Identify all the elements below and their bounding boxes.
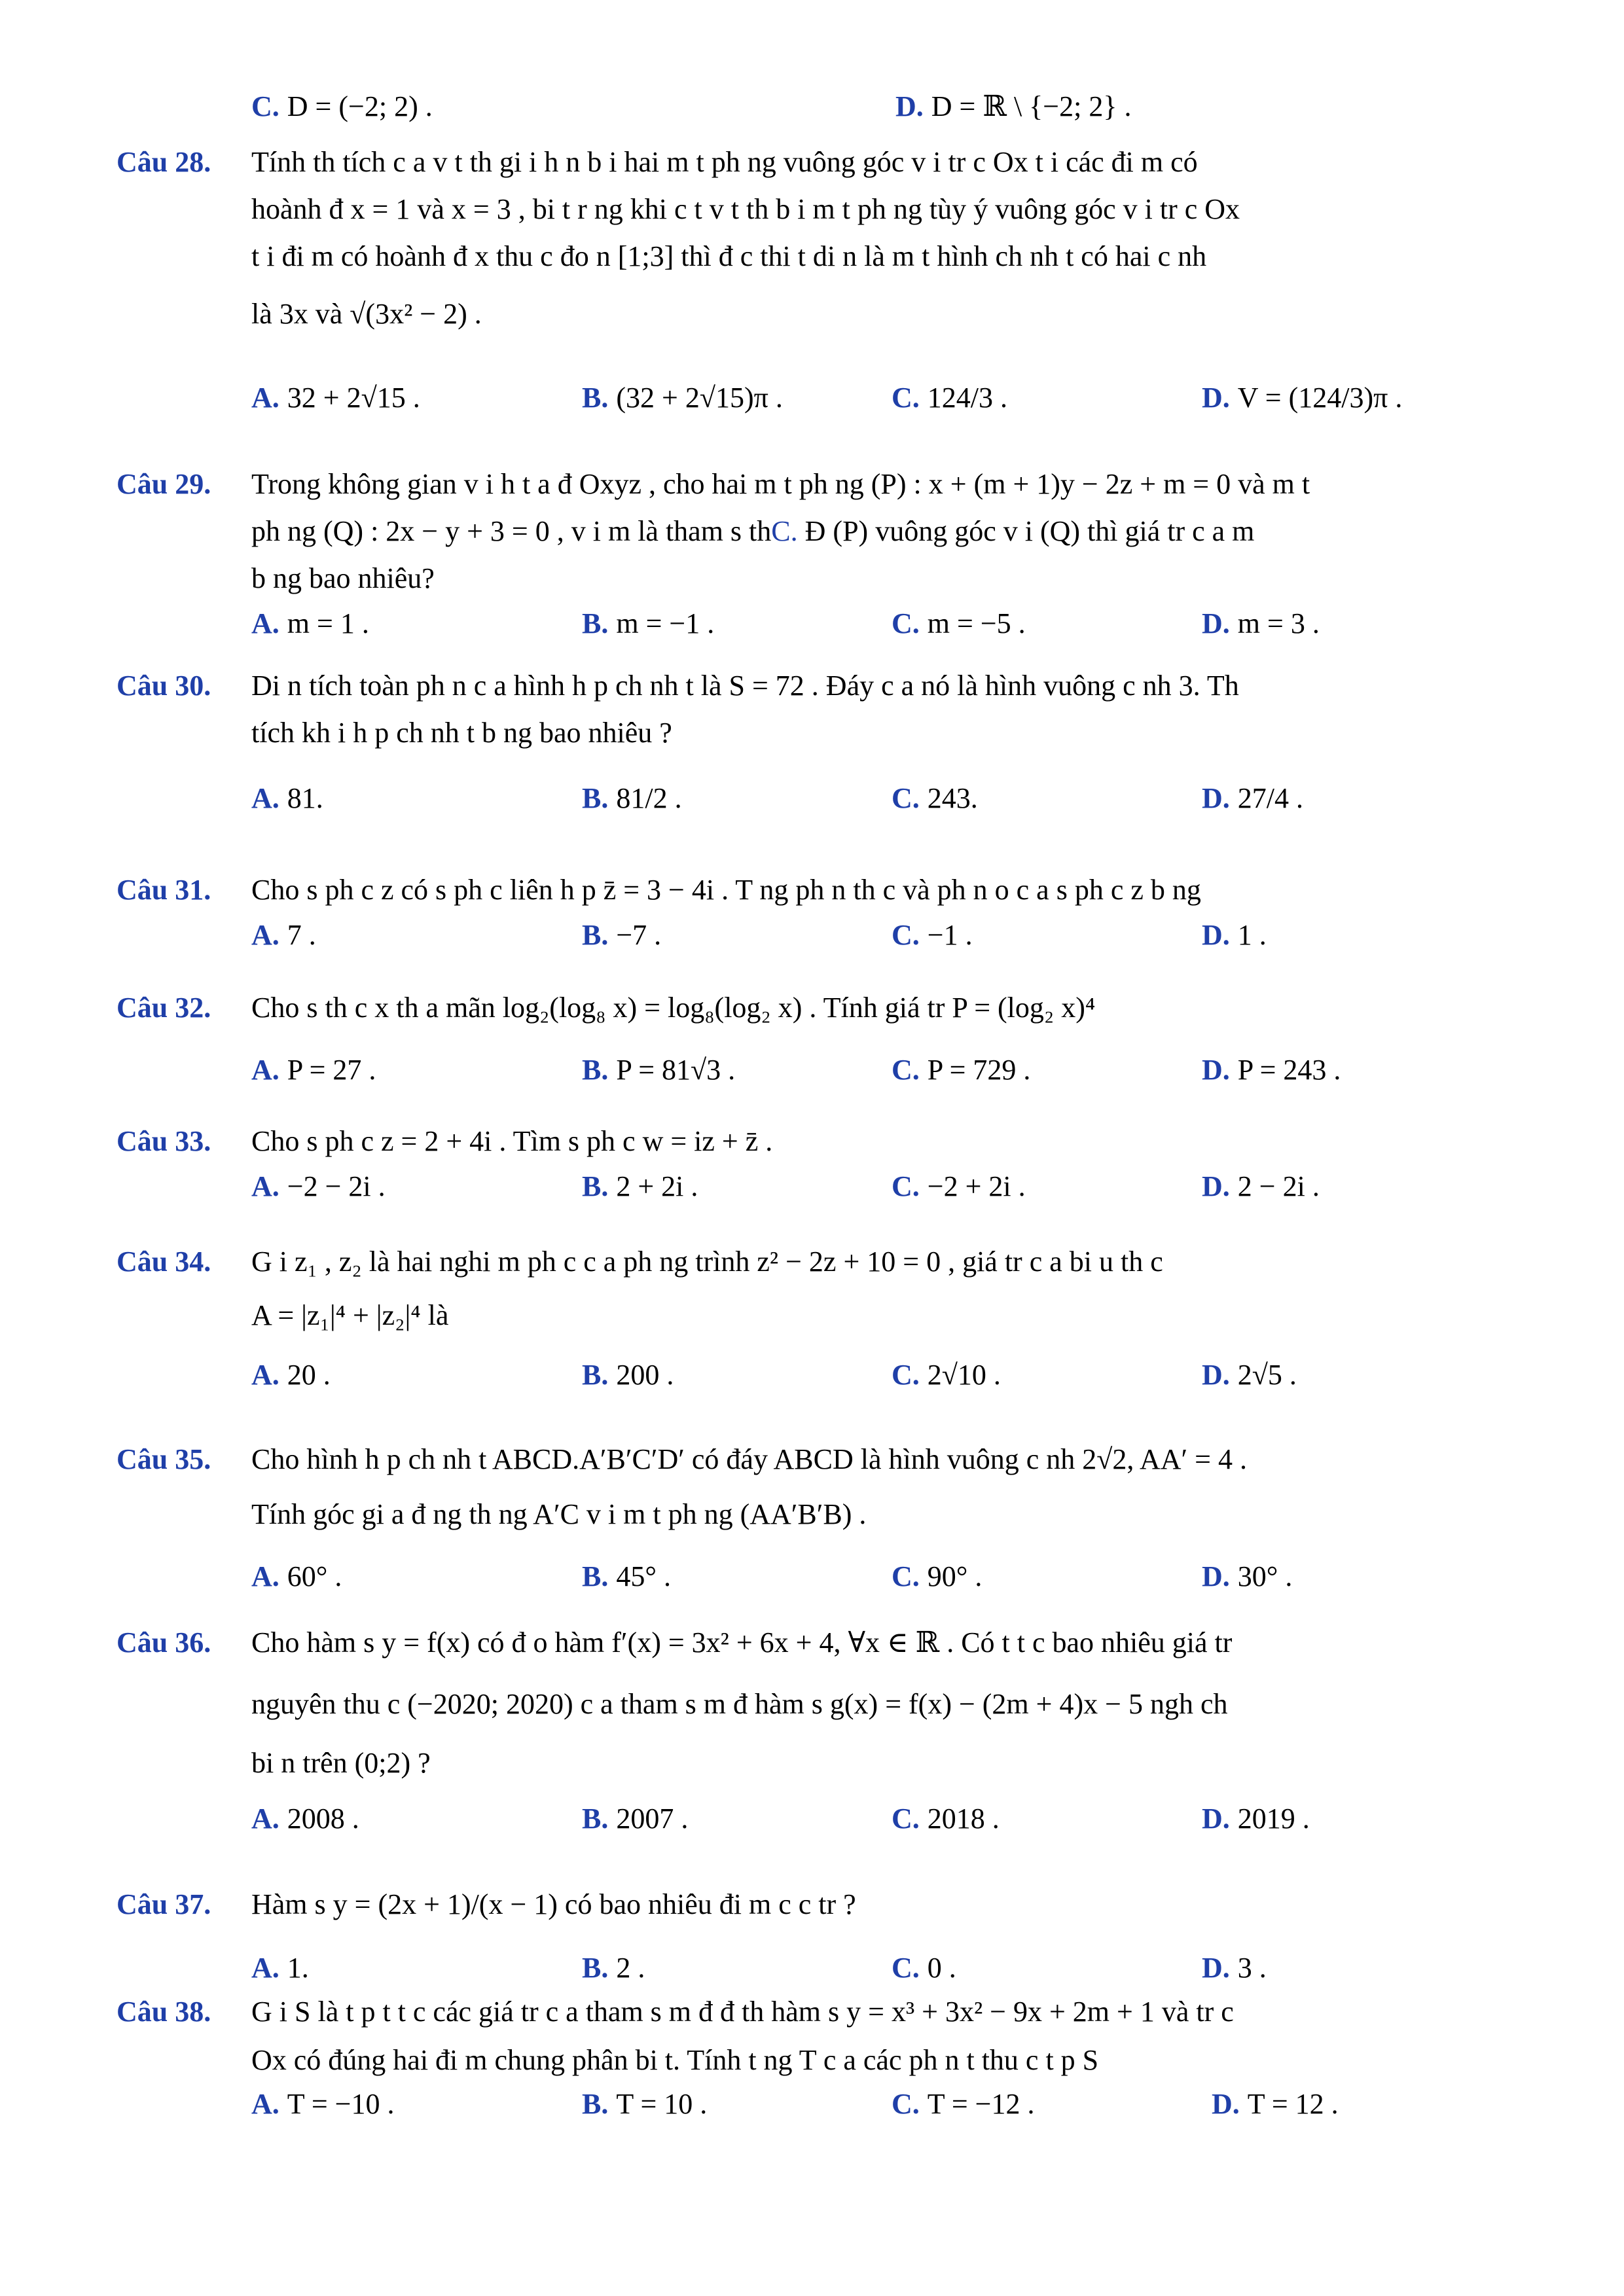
option-b: B. T = 10 . <box>582 2088 708 2120</box>
option-c: C. m = −5 . <box>892 607 1026 639</box>
answer-options <box>251 601 1600 647</box>
question-text: Di n tích toàn ph n c a hình h p ch nh t là S = 72 . Đáy c a nó là hình vuông c nh 3. Th tích kh i h p ch nh t b ng bao nhiêu ? <box>251 670 1239 749</box>
option-d: D. V = (124/3)π . <box>1202 382 1403 414</box>
question-number: Câu 33. <box>117 1125 211 1157</box>
option-c: C. 90° . <box>892 1560 983 1592</box>
option-b: B. 81/2 . <box>582 782 682 814</box>
answer-options <box>251 1352 1600 1398</box>
question-number: Câu 38. <box>117 1996 211 2028</box>
answer-options <box>251 2081 1600 2127</box>
question-number: Câu 35. <box>117 1443 211 1475</box>
question-text: Cho s ph c z = 2 + 4i . Tìm s ph c w = iz + z̄ . <box>251 1125 773 1157</box>
option-d: D. m = 3 . <box>1202 607 1320 639</box>
question-text: Cho hàm s y = f(x) có đ o hàm f′(x) = 3x² + 6x + 4, ∀x ∈ ℝ . Có t t c bao nhiêu giá tr nguyên thu c (−2020; 2020) c a tham s m đ hàm s g(x) = f(x) − (2m + 4)x − 5 ngh ch bi n trên (0;2) ? <box>251 1626 1233 1779</box>
option-d: D. P = 243 . <box>1202 1054 1341 1086</box>
option-c: C. −1 . <box>892 919 973 951</box>
question-number: Câu 36. <box>117 1626 211 1659</box>
answer-options <box>251 1796 1600 1842</box>
answer-options <box>251 759 1600 838</box>
option-a: A. 1. <box>251 1952 309 1984</box>
question-number: Câu 28. <box>117 146 211 178</box>
option-c: C. 243. <box>892 782 978 814</box>
option-a: A. P = 27 . <box>251 1054 376 1086</box>
option-b: B. (32 + 2√15)π . <box>582 382 783 414</box>
option-b: B. −7 . <box>582 919 662 951</box>
question-text: Tính th tích c a v t th gi i h n b i hai m t ph ng vuông góc v i tr c Ox t i các đi m có hoành đ x = 1 và x = 3 , bi t r ng khi c t v t th b i m t ph ng tùy ý vuông góc v i tr c Ox t i đi m có hoành đ x thu c đo n [1;3] thì đ c thi t di n là m t hình ch nh t có hai c nh là 3x và √(3x² − 2) . <box>251 146 1240 330</box>
option-a: A. 60° . <box>251 1560 342 1592</box>
option-a: A. T = −10 . <box>251 2088 395 2120</box>
option-c: C. D = (−2; 2) . <box>251 90 433 122</box>
option-d: D. 2 − 2i . <box>1202 1170 1320 1202</box>
option-b: B. 2 + 2i . <box>582 1170 698 1202</box>
option-b: B. 45° . <box>582 1560 671 1592</box>
option-b: B. P = 81√3 . <box>582 1054 736 1086</box>
option-c: C. 2√10 . <box>892 1359 1001 1391</box>
option-a: A. 20 . <box>251 1359 331 1391</box>
option-c: C. 2018 . <box>892 1803 1000 1835</box>
question-number: Câu 32. <box>117 992 211 1024</box>
answer-options <box>251 1554 1600 1600</box>
option-c: C. T = −12 . <box>892 2088 1035 2120</box>
option-b: B. 2 . <box>582 1952 645 1984</box>
question-number: Câu 29. <box>117 468 211 500</box>
option-d: D. 1 . <box>1202 919 1267 951</box>
option-d: D. 2√5 . <box>1202 1359 1297 1391</box>
question-number: Câu 30. <box>117 670 211 702</box>
question-text: Hàm s y = (2x + 1)/(x − 1) có bao nhiêu đi m c c tr ? <box>251 1888 856 1920</box>
answer-options <box>251 1047 1600 1093</box>
question-text: Trong không gian v i h t a đ Oxyz , cho hai m t ph ng (P) : x + (m + 1)y − 2z + m = 0 và m t ph ng (Q) : 2x − y + 3 = 0 , v i m là tham s thC. Đ (P) vuông góc v i (Q) thì giá tr c a m b ng bao nhiêu? <box>251 468 1310 594</box>
option-d: D. 3 . <box>1202 1952 1267 1984</box>
option-d: D. 2019 . <box>1202 1803 1310 1835</box>
option-a: A. 32 + 2√15 . <box>251 382 420 414</box>
option-b: B. 2007 . <box>582 1803 689 1835</box>
question-number: Câu 34. <box>117 1246 211 1278</box>
option-a: A. m = 1 . <box>251 607 369 639</box>
option-c: C. 124/3 . <box>892 382 1008 414</box>
option-c: C. −2 + 2i . <box>892 1170 1026 1202</box>
option-a: A. 2008 . <box>251 1803 359 1835</box>
option-b: B. m = −1 . <box>582 607 715 639</box>
question-number: Câu 31. <box>117 874 211 906</box>
question-text: G i z₁ , z₂ là hai nghi m ph c c a ph ng trình z² − 2z + 10 = 0 , giá tr c a bi u th c A = |z₁|⁴ + |z₂|⁴ là <box>251 1246 1163 1331</box>
answer-options <box>251 912 1600 958</box>
question-text: Cho s ph c z có s ph c liên h p z̄ = 3 − 4i . T ng ph n th c và ph n o c a s ph c z b ng <box>251 874 1201 906</box>
option-a: A. 81. <box>251 782 323 814</box>
question-text: G i S là t p t t c các giá tr c a tham s m đ đ th hàm s y = x³ + 3x² − 9x + 2m + 1 và tr c Ox có đúng hai đi m chung phân bi t. Tính t ng T c a các ph n t thu c t p S <box>251 1996 1234 2076</box>
question-number: Câu 37. <box>117 1888 211 1920</box>
answer-options <box>251 1945 1600 1991</box>
answer-options <box>251 1164 1600 1210</box>
option-d: D. D = ℝ \ {−2; 2} . <box>895 90 1132 122</box>
option-d: D. 27/4 . <box>1202 782 1304 814</box>
option-a: A. −2 − 2i . <box>251 1170 386 1202</box>
option-a: A. 7 . <box>251 919 316 951</box>
option-b: B. 200 . <box>582 1359 674 1391</box>
answer-options <box>251 359 1600 437</box>
option-c: C. 0 . <box>892 1952 956 1984</box>
answer-options <box>251 84 1600 130</box>
question-text: Cho s th c x th a mãn log₂(log₈ x) = log₈(log₂ x) . Tính giá tr P = (log₂ x)⁴ <box>251 992 1096 1024</box>
option-d: D. 30° . <box>1202 1560 1293 1592</box>
option-d: D. T = 12 . <box>1212 2088 1339 2120</box>
option-c: C. P = 729 . <box>892 1054 1031 1086</box>
question-text: Cho hình h p ch nh t ABCD.A′B′C′D′ có đáy ABCD là hình vuông c nh 2√2, AA′ = 4 . Tính góc gi a đ ng th ng A′C v i m t ph ng (AA′B′B) . <box>251 1443 1247 1530</box>
